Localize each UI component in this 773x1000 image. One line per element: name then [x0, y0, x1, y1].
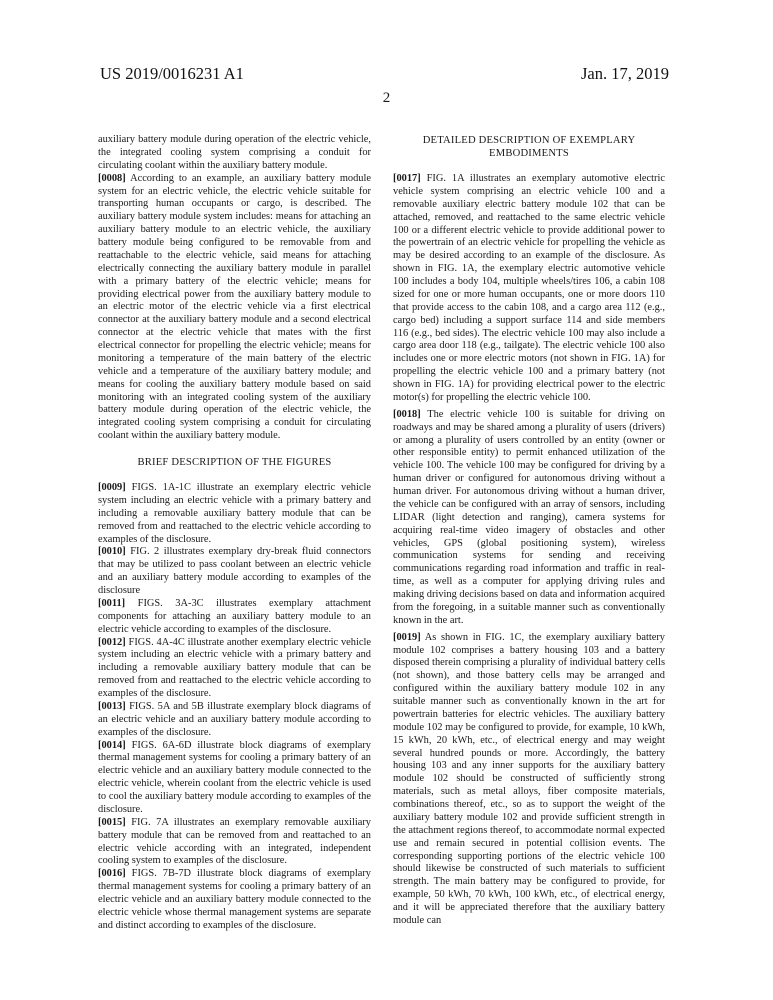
- paragraph-number: [0015]: [98, 816, 126, 828]
- paragraph-0008: [98, 173, 371, 443]
- paragraph-0019: [393, 632, 665, 928]
- paragraph-0016: [98, 868, 371, 932]
- paragraph-number: [0018]: [393, 408, 421, 420]
- section-heading-detailed-description: DETAILED DESCRIPTION OF EXEMPLARY EMBODIMENTS: [422, 135, 636, 159]
- paragraph-text: FIGS. 7B-7D illustrate block diagrams of exemplary thermal management systems for cooling a primary battery of an electric vehicle and an auxiliary battery module connected to the electric vehicle whose thermal management systems are separate and distinct according to examples of the disclosure.: [98, 868, 371, 931]
- paragraph-text: The electric vehicle 100 is suitable for driving on roadways and may be shared among a plurality of users (drivers) or among a plurality of users controlled by an entity (owner or other responsible entity) to permit enhanced utilization of the vehicle 100. The vehicle 100 may be configured for driving by a human driver or configured for autonomous driving without a human driver. For autonomous driving without a human driver, the vehicle can be configured with an array of sensors, including LIDAR (light detection and ranging), camera systems for acquiring real-time video imagery of obstacles and other vehicles, GPS (global positioning system), wireless communication systems for sending and receiving communications regarding road information and traffic in real-time, as well as a computer for applying driving rules and making driving decisions based on data and information acquired from the foregoing, in a suitable manner such as conventionally known in the art.: [393, 408, 665, 626]
- page-number: 2: [382, 90, 391, 106]
- paragraph-number: [0010]: [98, 546, 126, 558]
- paragraph-number: [0009]: [98, 482, 126, 493]
- paragraph-number: [0008]: [98, 172, 126, 184]
- left-column: [98, 134, 371, 933]
- paragraph-text: FIGS. 5A and 5B illustrate exemplary block diagrams of an electric vehicle and an auxiliary battery module according to examples of the disclosure.: [98, 700, 371, 738]
- paragraph-number: [0016]: [98, 868, 126, 880]
- publication-number: US 2019/0016231 A1: [100, 64, 244, 83]
- paragraph-0011: [98, 598, 371, 637]
- paragraph-text: FIGS. 1A-1C illustrate an exemplary electric vehicle system including an electric vehicle with a primary battery and including a removable auxiliary battery module that can be removed from and reattached to the electric vehicle according to examples of the disclosure.: [98, 482, 371, 545]
- paragraph-text: FIGS. 3A-3C illustrates exemplary attachment components for attaching an auxiliary battery module to an electric vehicle according to examples of the disclosure.: [98, 597, 371, 635]
- paragraph-text: FIG. 7A illustrates an exemplary removable auxiliary battery module that can be removed from and reattached to an electric vehicle according with an integrated, independent cooling system to examples of the disclosure.: [98, 816, 371, 867]
- continued-paragraph: auxiliary battery module during operation of the electric vehicle, the integrated cooling system comprising a conduit for circulating coolant within the auxiliary battery module.: [98, 134, 371, 171]
- right-column: [393, 134, 665, 928]
- paragraph-0012: [98, 637, 371, 701]
- paragraph-0013: [98, 701, 371, 740]
- paragraph-number: [0014]: [98, 739, 126, 751]
- paragraph-text: FIG. 2 illustrates exemplary dry-break fluid connectors that may be utilized to pass coolant between an electric vehicle and an auxiliary battery module according to examples of the disclosure: [98, 546, 371, 596]
- paragraph-text: FIGS. 6A-6D illustrate block diagrams of exemplary thermal management systems for cooling a primary battery of an electric vehicle and an auxiliary battery module connected to the electric vehicle, wherein coolant from the electric vehicle is used to cool the auxiliary battery module according to examples of the disclosure.: [98, 739, 371, 815]
- paragraph-0017: [393, 173, 665, 405]
- paragraph-text: FIGS. 4A-4C illustrate another exemplary electric vehicle system including an electric vehicle with a primary battery and including a removable auxiliary battery module that can be removed from and reattached to the electric vehicle according to examples of the disclosure.: [98, 636, 371, 699]
- section-heading-figures: BRIEF DESCRIPTION OF THE FIGURES: [137, 457, 332, 468]
- paragraph-number: [0012]: [98, 636, 126, 648]
- paragraph-number: [0019]: [393, 631, 421, 643]
- paragraph-0009: [98, 482, 371, 546]
- paragraph-number: [0017]: [393, 173, 421, 184]
- paragraph-0014: [98, 740, 371, 817]
- publication-date: Jan. 17, 2019: [581, 64, 669, 83]
- paragraph-0018: [393, 409, 665, 628]
- paragraph-0015: [98, 817, 371, 869]
- paragraph-number: [0013]: [98, 700, 126, 712]
- paragraph-text: As shown in FIG. 1C, the exemplary auxiliary battery module 102 comprises a battery housing 103 and a battery disposed therein comprising a plurality of individual battery cells (not shown), and those battery cells may be arranged and configured within the auxiliary battery module 102 in any suitable manner such as conventionally known in the art for powertrain batteries for electric vehicles. The auxiliary battery module 102 may be configured to provide, for example, 10 kWh, 15 kWh, 20 kWh, etc., of electrical energy and may weight several hundred pounds or more. Accordingly, the battery housing 103 and any inner supports for the auxiliary battery module 102 should be constructed of sufficiently strong materials, such as metal alloys, fiber composite materials, combinations thereof, etc., so as to support the weight of the auxiliary battery module 102 and provide sufficient strength in the attachment regions thereof, to accommodate normal expected use and remain secured in potential collision events. The corresponding supporting portions of the electric vehicle 100 should likewise be constructed of such materials to sufficient strength. The main battery may be configured to provide, for example, 50 kWh, 70 kWh, 100 kWh, etc., of electrical energy, and it will be appreciated therefore that the auxiliary battery module can: [393, 631, 665, 926]
- paragraph-text: According to an example, an auxiliary battery module system for an electric vehicle, the electric vehicle suitable for transporting human occupants or cargo, is described. The auxiliary battery module system includes: means for attaching an auxiliary battery module to an electric vehicle, the auxiliary battery module being configured to be removable from and reattachable to the electric vehicle, said means for attaching electrically connecting the auxiliary battery module in parallel with a primary battery of the electric vehicle; means for providing electrical power from the auxiliary battery module to an electric motor of the electric vehicle via a first electrical connector at the auxiliary battery module and a second electrical connector at the electric vehicle that mates with the first electrical connector for propelling the electric vehicle; means for monitoring a temperature of the main battery of the electric vehicle and a temperature of the auxiliary battery module; and means for cooling the auxiliary battery module based on said monitoring with an integrated cooling system of the auxiliary battery module during operation of the electric vehicle, the integrated cooling system comprising a conduit for circulating coolant within the auxiliary battery module.: [98, 172, 371, 442]
- paragraph-number: [0011]: [98, 597, 126, 609]
- paragraph-0010: [98, 546, 371, 598]
- paragraph-text: FIG. 1A illustrates an exemplary automotive electric vehicle system comprising an electric vehicle 100 and a removable auxiliary electric battery module 102 that can be attached, removed, and reattached to the same electric vehicle 100 or a different electric vehicle to provide additional power to the powertrain of an electric vehicle for propelling the vehicle as may be desired according to an example of the disclosure. As shown in FIG. 1A, the exemplary electric automotive vehicle 100 includes a body 104, multiple wheels/tires 106, a cabin 108 sized for one or more human occupants, one or more doors 110 that provide access to the cabin 108, and a cargo area 112 (e.g., cargo bed) including a support surface 114 and side members 116 (e.g., bed sides). The electric vehicle 100 may also include a cargo area door 118 (e.g., tailgate). The electric vehicle 100 also includes one or more electric motors (not shown in FIG. 1A) for propelling the electric vehicle 100 and a primary battery (not shown in FIG. 1A) for providing electrical power to the electric motor(s) for propelling the electric vehicle 100.: [393, 173, 665, 403]
